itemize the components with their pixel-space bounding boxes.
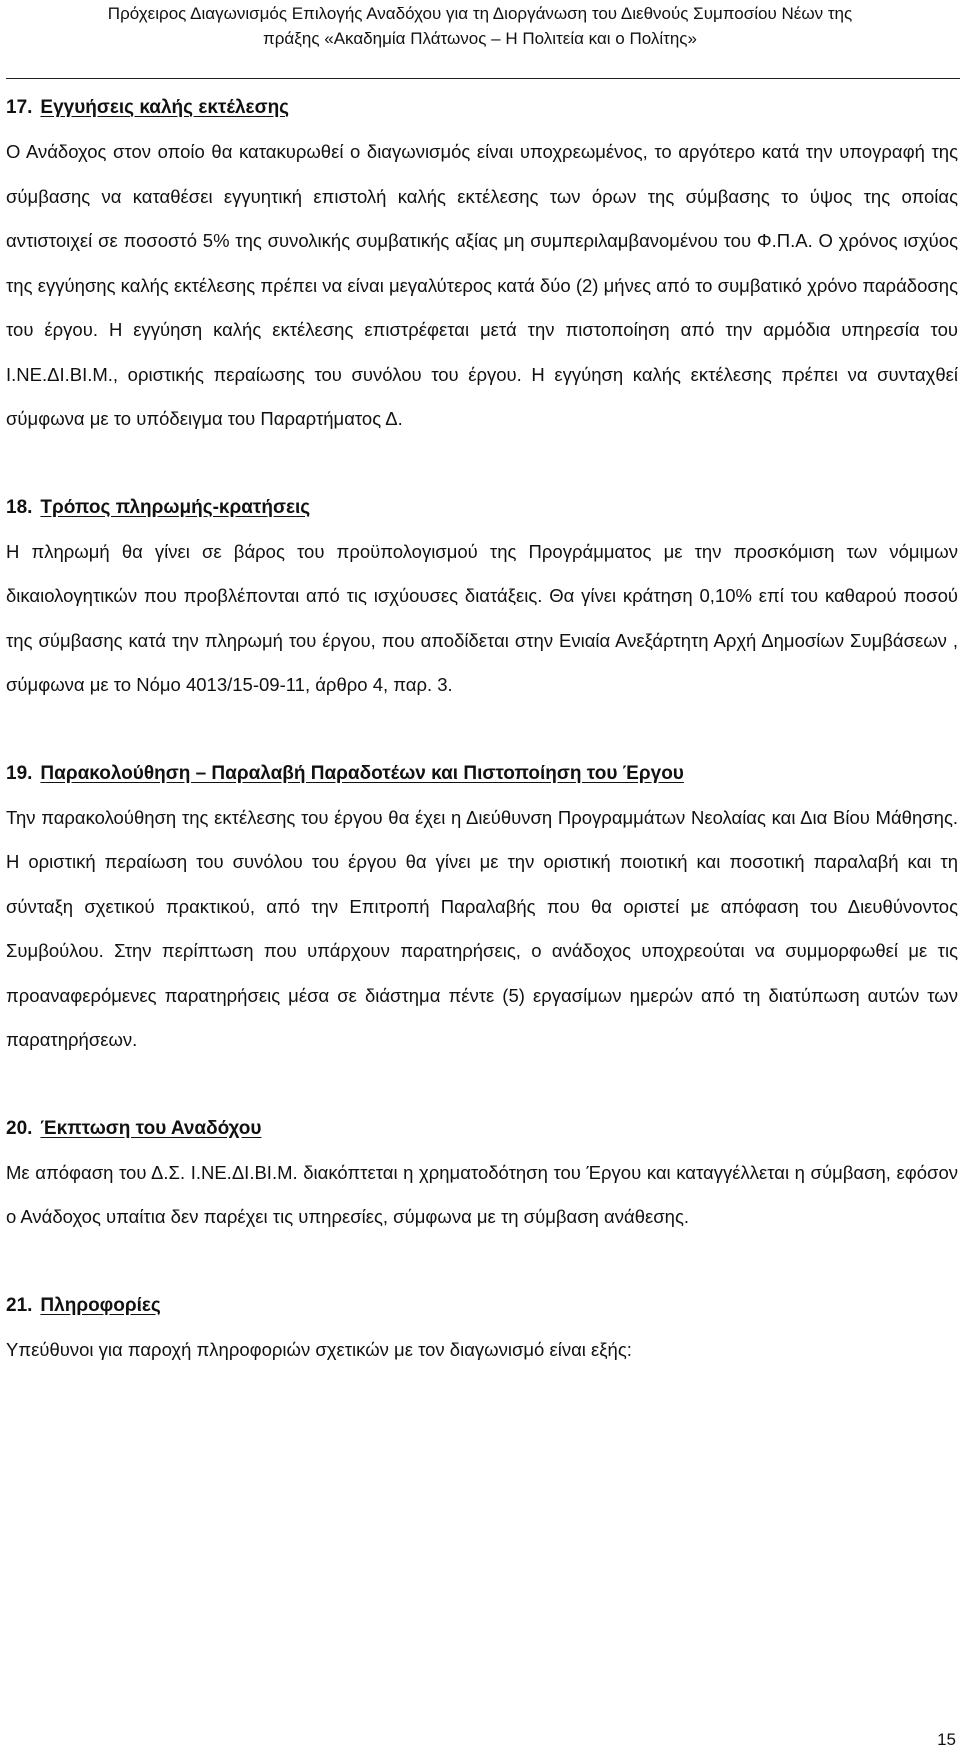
section-text: Με απόφαση του Δ.Σ. Ι.ΝΕ.ΔΙ.ΒΙ.Μ. διακόπτεται η χρηματοδότηση του Έργου και καταγγέλλεται η σύμβαση, εφόσον ο Ανάδοχος υπαίτια δεν παρέχει τις υπηρεσίες, σύμφωνα με τη σύμβαση ανάθεσης.	[6, 1161, 958, 1227]
section-title: Έκπτωση του Αναδόχου	[40, 1117, 262, 1139]
section-title: Πληροφορίες	[40, 1294, 161, 1316]
section-text: Υπεύθυνοι για παροχή πληροφοριών σχετικών με τον διαγωνισμό είναι εξής:	[6, 1338, 632, 1360]
section-19	[6, 752, 958, 1063]
page-number: 15	[937, 1730, 956, 1749]
section-number: 21.	[6, 1294, 33, 1316]
section-20	[6, 1107, 958, 1240]
section-18	[6, 486, 958, 708]
section-heading	[6, 486, 958, 530]
header-divider	[6, 78, 960, 79]
section-number: 17.	[6, 97, 33, 118]
section-21	[6, 1284, 958, 1373]
section-text: Ο Ανάδοχος στον οποίο θα κατακυρωθεί ο διαγωνισμός είναι υποχρεωμένος, το αργότερο κατά την υπογραφή της σύμβασης να καταθέσει εγγυητική επιστολή καλής εκτέλεσης των όρων της σύμβασης το ύψος της οποίας αντιστοιχεί σε ποσοστό 5% της συνολικής συμβατικής αξίας μη συμπεριλαμβανομένου του Φ.Π.Α. Ο χρόνος ισχύος της εγγύησης καλής εκτέλεσης πρέπει να είναι μεγαλύτερος κατά δύο (2) μήνες από το συμβατικό χρόνο παράδοσης του έργου. Η εγγύηση καλής εκτέλεσης επιστρέφεται μετά την πιστοποίηση από την αρμόδια υπηρεσία του Ι.ΝΕ.ΔΙ.ΒΙ.Μ., οριστικής περαίωσης του συνόλου του έργου. Η εγγύηση καλής εκτέλεσης πρέπει να συνταχθεί σύμφωνα με το υπόδειγμα του Παραρτήματος Δ.	[6, 141, 958, 429]
section-heading	[6, 86, 958, 130]
page-header	[0, 0, 960, 51]
section-title: Παρακολούθηση – Παραλαβή Παραδοτέων και Πιστοποίηση του Έργου	[40, 762, 684, 784]
section-title: Εγγυήσεις καλής εκτέλεσης	[40, 97, 290, 118]
document-body	[6, 86, 958, 1372]
section-17	[6, 86, 958, 442]
section-heading	[6, 1107, 958, 1151]
section-heading	[6, 1284, 958, 1328]
section-number: 20.	[6, 1117, 33, 1139]
section-text: Την παρακολούθηση της εκτέλεσης του έργου θα έχει η Διεύθυνση Προγραμμάτων Νεολαίας και Δια Βίου Μάθησης. Η οριστική περαίωση του συνόλου του έργου θα γίνει με την οριστική ποιοτική και ποσοτική παραλαβή και τη σύνταξη σχετικού πρακτικού, από την Επιτροπή Παραλαβής που θα οριστεί με απόφαση του Διευθύνοντος Συμβούλου. Στην περίπτωση που υπάρχουν παρατηρήσεις, ο ανάδοχος υποχρεούται να συμμορφωθεί με τις προαναφερόμενες παρατηρήσεις μέσα σε διάστημα πέντε (5) εργασίμων ημερών από τη διατύπωση αυτών των παρατηρήσεων.	[6, 806, 958, 1050]
header-line-2: πράξης «Ακαδημία Πλάτωνος – Η Πολιτεία και ο Πολίτης»	[263, 29, 697, 48]
section-number: 19.	[6, 762, 33, 784]
section-heading	[6, 752, 958, 796]
section-number: 18.	[6, 496, 33, 518]
header-line-1: Πρόχειρος Διαγωνισμός Επιλογής Αναδόχου για τη Διοργάνωση του Διεθνούς Συμποσίου Νέων της	[107, 4, 853, 23]
section-title: Τρόπος πληρωμής-κρατήσεις	[40, 496, 311, 518]
section-text: Η πληρωμή θα γίνει σε βάρος του προϋπολογισμού της Προγράμματος με την προσκόμιση των νόμιμων δικαιολογητικών που προβλέπονται από τις ισχύουσες διατάξεις. Θα γίνει κράτηση 0,10% επί του καθαρού ποσού της σύμβασης κατά την πληρωμή του έργου, που αποδίδεται στην Ενιαία Ανεξάρτητη Αρχή Δημοσίων Συμβάσεων , σύμφωνα με το Νόμο 4013/15-09-11, άρθρο 4, παρ. 3.	[6, 540, 958, 695]
